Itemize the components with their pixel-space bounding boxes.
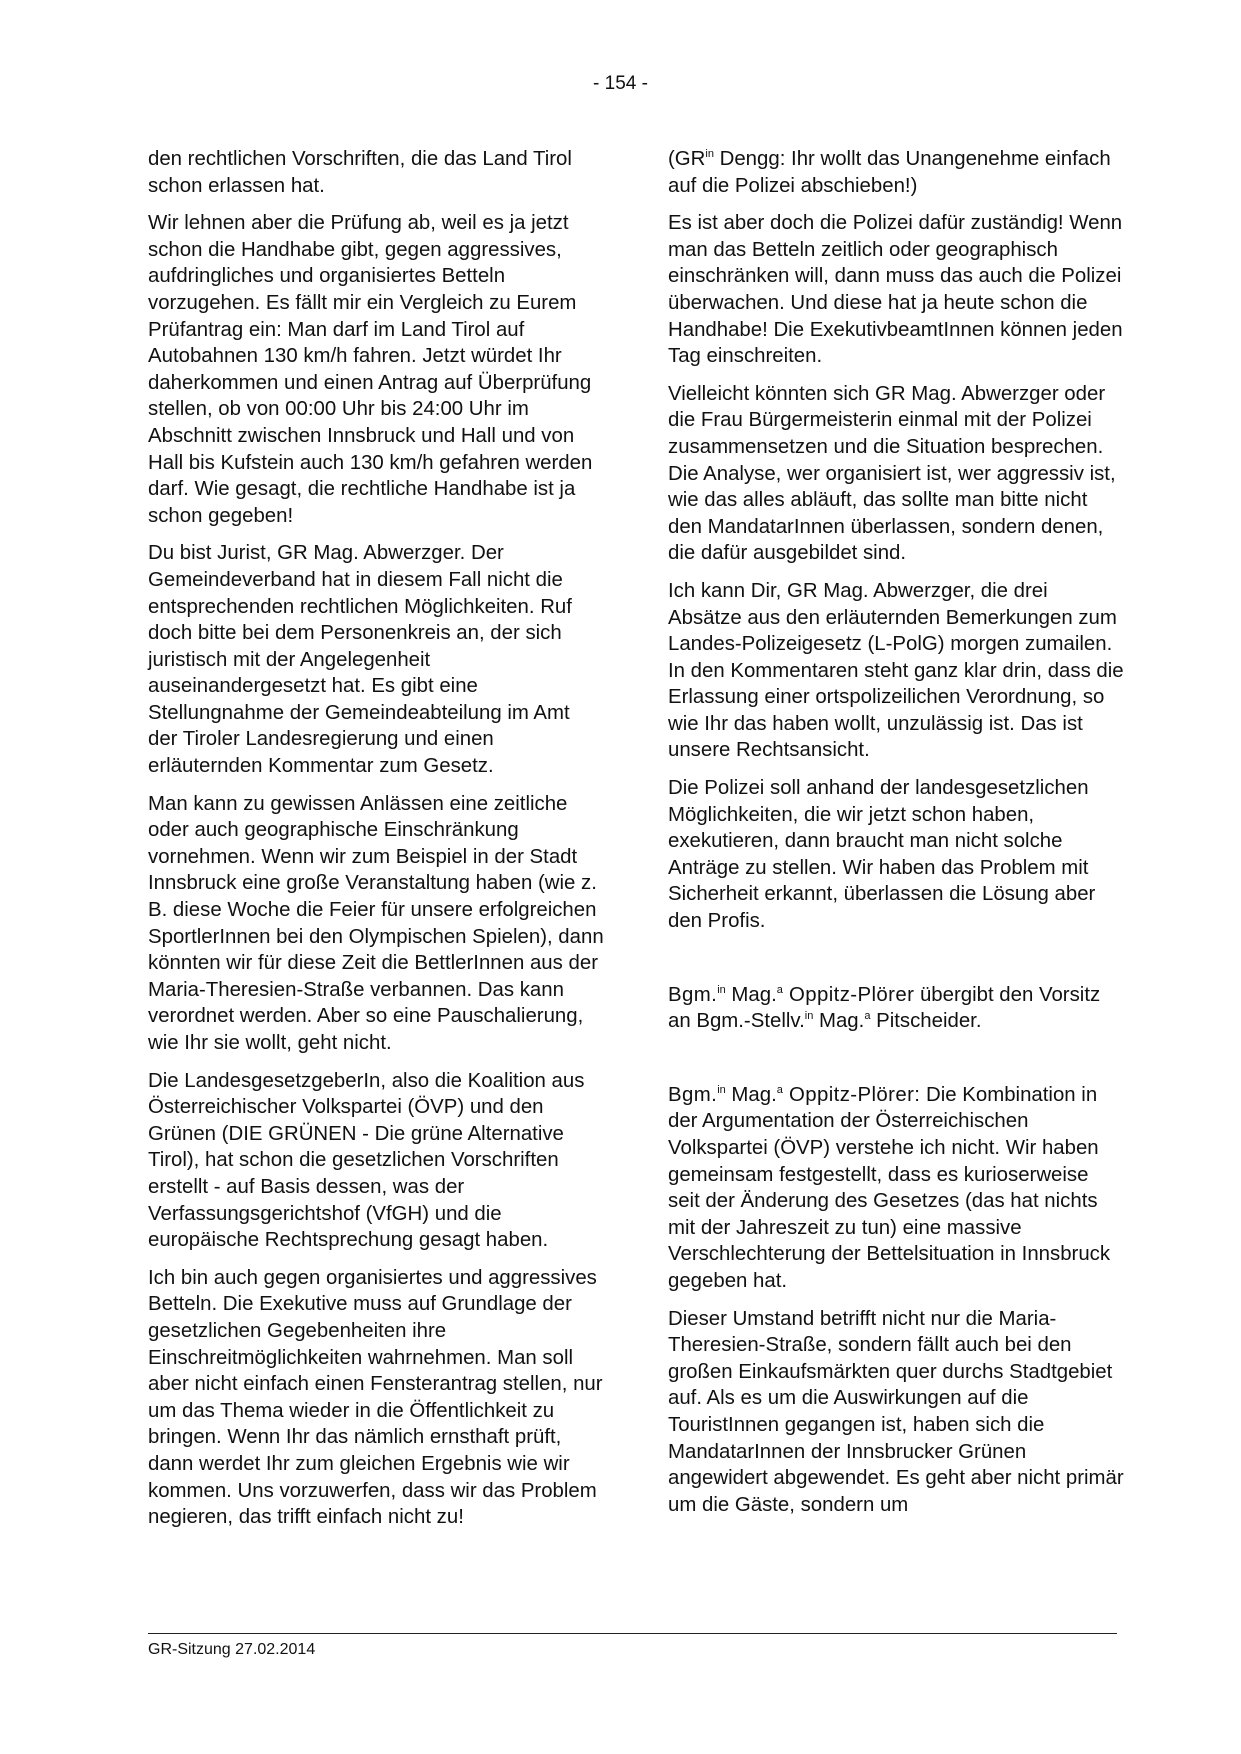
paragraph: Die LandesgesetzgeberIn, also die Koalition aus Österreichischer Volkspartei (ÖVP) und den Grünen (DIE GRÜNEN - Die grüne Alternative Tirol), hat schon die gesetzlichen Vorschriften erstellt - auf Basis dessen, was der Verfassungsgerichtshof (VfGH) und die europäische Rechtsprechung gesagt haben. [148,1069,585,1252]
paragraph: Ich bin auch gegen organisiertes und aggressives Betteln. Die Exekutive muss auf Grundlage der gesetzlichen Gegebenheiten ihre Einschreitmöglichkeiten wahrnehmen. Man soll aber nicht einfach einen Fensterantrag stellen, nur um das Thema wieder in die Öffentlichkeit zu bringen. Wenn Ihr das nämlich ernsthaft prüft, dann werdet Ihr zum gleichen Ergebnis wie wir kommen. Uns vorzuwerfen, dass wir das Problem negieren, das trifft einfach nicht zu! [148,1266,603,1529]
paragraph: Man kann zu gewissen Anlässen eine zeitliche oder auch geographische Einschränkung vornehmen. Wenn wir zum Beispiel in der Stadt Innsbruck eine große Veranstaltung haben (wie z. B. diese Woche die Feier für unsere erfolgreichen SportlerInnen bei den Olympischen Spielen), dann könnten wir für diese Zeit die BettlerInnen aus der Maria-Theresien-Straße verbannen. Das kann verordnet werden. Aber so eine Pauschalierung, wie Ihr sie wollt, geht nicht. [148,792,604,1054]
interjection: ($GR^{in}$ Dengg: Ihr wollt das Unangenehme einfach auf die Polizei abschieben!) [668,148,1111,197]
speaker-name: Bgm. [668,1083,718,1106]
speaker-paragraph: Bgm.$^{in}$ Mag.$^a$ Oppitz-Plörer: Die Kombination in der Argumentation der Österreichischen Volkspartei (ÖVP) verstehe ich nicht. Wir haben gemeinsam festgestellt, dass es kurioserweise seit der Änderung des Gesetzes (das hat nichts mit der Jahreszeit zu tun) eine massive Verschlechterung der Bettelsituation in Innsbruck gegeben hat. [668,1083,1111,1292]
right-column [668,146,1124,1529]
paragraph: den rechtlichen Vorschriften, die das Land Tirol schon erlassen hat. [148,148,572,197]
paragraph: Ich kann Dir, GR Mag. Abwerzger, die drei Absätze aus den erläuternden Bemerkungen zum Landes-Polizeigesetz (L-PolG) morgen zumailen. In den Kommentaren steht ganz klar drin, dass die Erlassung einer ortspolizeilichen Verordnung, so wie Ihr das haben wollt, unzulässig ist. Das ist unsere Rechtsansicht. [668,579,1124,762]
paragraph: Vielleicht könnten sich GR Mag. Abwerzger oder die Frau Bürgermeisterin einmal mit der Polizei zusammensetzen und die Situation besprechen. Die Analyse, wer organisiert ist, wer aggressiv ist, wie das alles abläuft, das sollte man bitte nicht den MandatarInnen überlassen, sondern denen, die dafür ausgebildet sind. [668,382,1116,565]
paragraph: Du bist Jurist, GR Mag. Abwerzger. Der Gemeindeverband hat in diesem Fall nicht die entsprechenden rechtlichen Möglichkeiten. Ruf doch bitte bei dem Personenkreis an, der sich juristisch mit der Angelegenheit auseinandergesetzt hat. Es gibt eine Stellungnahme der Gemeindeabteilung im Amt der Tiroler Landesregierung und einen erläuternden Kommentar zum Gesetz. [148,542,572,778]
chair-handover-note: Bgm.$^{in}$ Mag.$^a$ Oppitz-Plörer übergibt den Vorsitz an Bgm.-Stellv.$^{in}$ Mag.$^a$ Pitscheider. [668,983,1101,1033]
paragraph: Es ist aber doch die Polizei dafür zuständig! Wenn man das Betteln zeitlich oder geographisch einschränken will, dann muss das auch die Polizei überwachen. Und diese hat ja heute schon die Handhabe! Die ExekutivbeamtInnen können jeden Tag einschreiten. [668,212,1123,368]
footer-session-date: GR-Sitzung 27.02.2014 [148,1641,316,1658]
footer-divider [148,1633,1117,1634]
paragraph: Die Polizei soll anhand der landesgesetzlichen Möglichkeiten, die wir jetzt schon haben, exekutieren, dann braucht man nicht solche Anträge zu stellen. Wir haben das Problem mit Sicherheit erkannt, überlassen die Lösung aber den Profis. [668,777,1096,933]
paragraph: Wir lehnen aber die Prüfung ab, weil es ja jetzt schon die Handhabe gibt, gegen aggressives, aufdringliches und organisiertes Betteln vorzugehen. Es fällt mir ein Vergleich zu Eurem Prüfantrag ein: Man darf im Land Tirol auf Autobahnen 130 km/h fahren. Jetzt würdet Ihr daherkommen und einen Antrag auf Überprüfung stellen, ob von 00:00 Uhr bis 24:00 Uhr im Abschnitt zwischen Innsbruck und Hall und von Hall bis Kufstein auch 130 km/h gefahren werden darf. Wie gesagt, die rechtliche Handhabe ist ja schon gegeben! [148,212,593,527]
paragraph: Dieser Umstand betrifft nicht nur die Maria-Theresien-Straße, sondern fällt auch bei den großen Einkaufsmärkten quer durchs Stadtgebiet auf. Als es um die Auswirkungen auf die TouristInnen gegangen ist, haben sich die MandatarInnen der Innsbrucker Grünen angewidert abgewendet. Es geht aber nicht primär um die Gäste, sondern um [668,1307,1124,1516]
page-number: - 154 - [593,73,648,94]
left-column [148,146,604,1542]
